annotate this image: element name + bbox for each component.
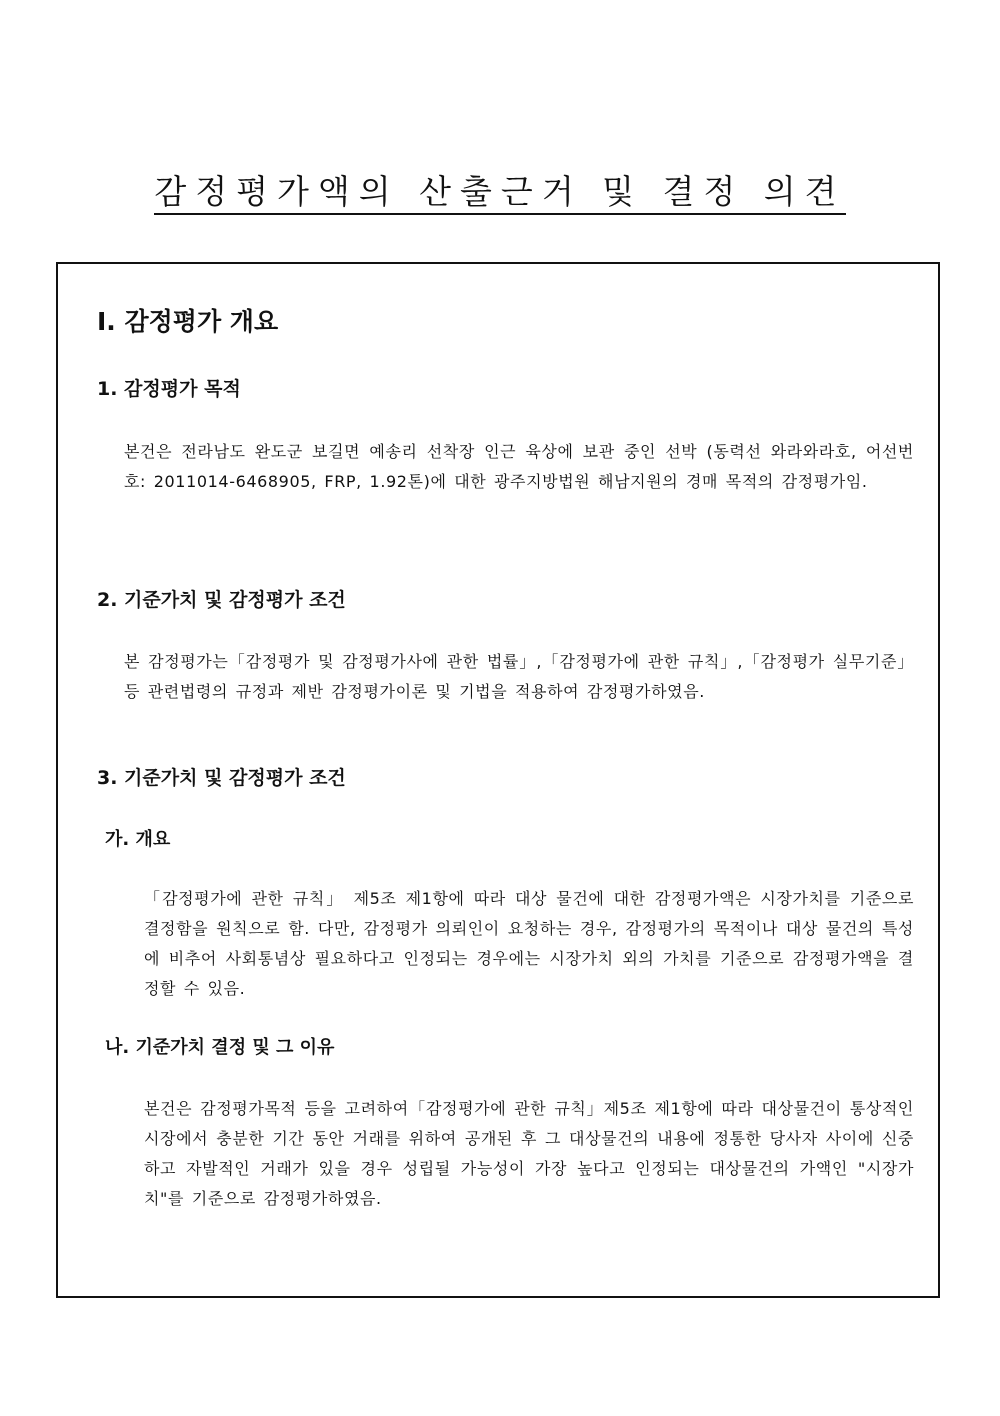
subsection-heading-basis-value-2: 3. 기준가치 및 감정평가 조건 (97, 767, 346, 789)
document-title (0, 168, 1000, 216)
basis-value-paragraph: 본 감정평가는「감정평가 및 감정평가사에 관한 법률」,「감정평가에 관한 규칙」,「감정평가 실무기준」 등 관련법령의 규정과 제반 감정평가이론 및 기법을 적용하여 감정평가하였음. (124, 652, 914, 701)
item-heading-value-decision: 나. 기준가치 결정 및 그 이유 (105, 1037, 335, 1058)
item-heading-overview: 가. 개요 (105, 829, 171, 850)
document-title-text: 감정평가액의 산출근거 및 결정 의견 (154, 172, 845, 215)
subsection-heading-basis-value: 2. 기준가치 및 감정평가 조건 (97, 589, 346, 611)
value-decision-paragraph: 본건은 감정평가목적 등을 고려하여「감정평가에 관한 규칙」제5조 제1항에 따라 대상물건이 통상적인 시장에서 충분한 기간 동안 거래를 위하여 공개된 후 그 대상물건의 내용에 정통한 당사자 사이에 신중하고 자발적인 거래가 있을 경우 성립될 가능성이 가장 높다고 인정되는 대상물건의 가액인 "시장가치"를 기준으로 감정평가하였음. (144, 1099, 914, 1208)
subsection-heading-purpose: 1. 감정평가 목적 (97, 378, 241, 400)
purpose-paragraph: 본건은 전라남도 완도군 보길면 예송리 선착장 인근 육상에 보관 중인 선박 (동력선 와라와라호, 어선번호: 2011014-6468905, FRP, 1.92톤)에 대한 광주지방법원 해남지원의 경매 목적의 감정평가임. (124, 442, 914, 491)
overview-paragraph: 「감정평가에 관한 규칙」 제5조 제1항에 따라 대상 물건에 대한 감정평가액은 시장가치를 기준으로 결정함을 원칙으로 함. 다만, 감정평가 의뢰인이 요청하는 경우, 감정평가의 목적이나 대상 물건의 특성에 비추어 사회통념상 필요하다고 인정되는 경우에는 시장가치 외의 가치를 기준으로 감정평가액을 결정할 수 있음. (144, 889, 914, 998)
section-heading-overview: Ⅰ. 감정평가 개요 (97, 307, 279, 336)
